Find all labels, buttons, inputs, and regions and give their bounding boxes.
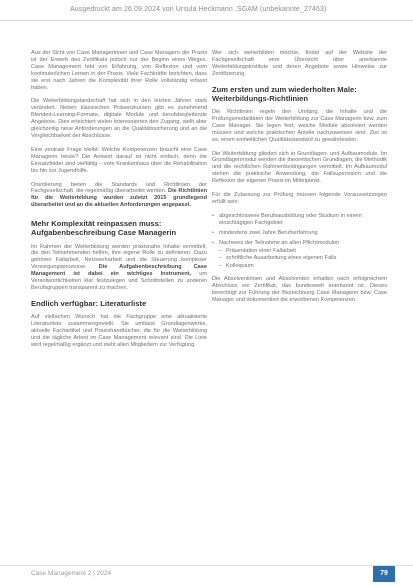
highlighted-text: Die Aufgabenbeschreibung Case Management ist dabei ein wichtiges Instrument, (31, 264, 207, 278)
section-heading: Mehr Komplexität reinpassen muss: Aufgabenbeschreibung Case Managerin (31, 219, 177, 238)
sub-list (219, 248, 387, 271)
list-item: • mindestens zwei Jahre Berufserfahrung (212, 230, 387, 237)
journal-citation: Case Management 2 | 2024 (31, 570, 112, 577)
paragraph: Die Absolventinnen und Absolventen erhalten nach erfolgreichem Abschluss ein Zertifikat, das bundesweit anerkannt ist. Dieses berechtigt zur Führung der Bezeichnung Case Managerin bzw. Case Manager und dokumentiert die erworbenen Kompetenzen. (212, 276, 387, 303)
paragraph-text: um Verantwortlichkeiten klar festzulegen und Schnittstellen zu anderen Berufsgruppen transparent zu machen. (31, 271, 207, 291)
list-item: • abgeschlossene Berufsausbildung oder Studium in einem einschlägigen Fachgebiet (212, 213, 387, 227)
paragraph: Eine zentrale Frage bleibt: Welche Kompetenzen braucht eine Case Managerin heute? Die Antwort darauf ist nicht einfach, denn die Einsatzfelder sind vielfältig – vom Krankenhaus über die Rehabilitation bis hin zur Jugendhilfe. (31, 146, 207, 174)
sub-list-item: – Kolloquium (219, 263, 387, 270)
paragraph: Die Richtlinien regeln den Umfang, die Inhalte und die Prüfungsmodalitäten der Weiterbildung zur Case Managerin bzw. zum Case Manager. Sie legen fest, welche Module absolviert werden müssen und welche praktischen Anteile nachzuweisen sind. Ziel ist es, einen einheitlichen Qualitätsstandard zu gewährleisten. (212, 109, 387, 143)
section-heading: Zum ersten und zum wiederholten Male: Weiterbildungs-Richtlinien (212, 84, 357, 103)
list-item-text: Nachweis der Teilnahme an allen Pflichtmodulen (219, 239, 340, 246)
paragraph-text: Im Rahmen der Weiterbildung werden praxisnahe Inhalte vermittelt, die den Teilnehmenden helfen, ihre eigene Rolle zu definieren. Dazu gehören Fallarbeit, Netzwerkarbeit und die Steuerung komplexer Versorgungsprozesse. (31, 243, 207, 271)
requirements-list (212, 213, 387, 270)
sub-list-item: – schriftliche Ausarbeitung eines eigenen Falls (219, 255, 387, 262)
print-stamp: Ausgedruckt am 26.09.2024 von Ursula Heckmann ,SGAM (unbekannte_27463) (70, 6, 327, 13)
right-column (212, 50, 387, 311)
section-heading: Endlich verfügbar: Literaturliste (31, 298, 147, 308)
page-number: 79 (373, 566, 395, 582)
paragraph: Die Weiterbildungslandschaft hat sich in den letzten Jahren stark verändert. Neben klassischen Präsenzkursen gibt es zunehmend Blended-Learning-Formate, digitale Module und berufsbegleitende Angebote. Dies erleichtert vielen Interessierten den Zugang, stellt aber gleichzeitig neue Anforderungen an die Qualitätssicherung und an die Vergleichbarkeit der Abschlüsse. (31, 98, 207, 139)
paragraph: Wer sich weiterbilden möchte, findet auf der Website der Fachgesellschaft eine Übersicht über anerkannte Weiterbildungsinstitute und deren Angebote sowie Hinweise zur Zertifizierung. (212, 50, 387, 77)
paragraph (31, 244, 207, 292)
paragraph: Aus der Sicht von Case Managerinnen und Case Managern der Praxis ist der Erwerb des Zertifikats jedoch nur der Beginn eines Weges. Case Management lebt von Erfahrung, von Reflexion und vom kontinuierlichen Lernen in der Praxis. Viele Fachkräfte berichten, dass sie erst nach Jahren die Komplexität ihrer Rolle vollständig erfasst haben. (31, 50, 207, 91)
paragraph: Die Weiterbildung gliedert sich in Grundlagen- und Aufbaumodule. Im Grundlagenmodul werden die theoretischen Grundlagen, die Methodik und die rechtlichen Rahmenbedingungen vermittelt. Im Aufbaumodul stehen die praktische Anwendung, die Fallsupervision und die Reflexion der eigenen Praxis im Mittelpunkt. (212, 150, 387, 185)
left-column (31, 50, 207, 356)
list-item (212, 240, 387, 271)
page-footer (0, 565, 413, 586)
paragraph: Auf vielfachen Wunsch hat die Fachgruppe eine aktualisierte Literaturliste zusammengestellt. Sie umfasst Grundlagenwerke, aktuelle Fachartikel und Praxishandbücher, die für die Weiterbildung und die tägliche Arbeit im Case Management relevant sind. Die Liste wird regelmäßig ergänzt und steht allen Mitgliedern zur Verfügung. (31, 314, 207, 348)
page-header (0, 0, 413, 21)
highlighted-text: Die Richtlinien für die Weiterbildung wurden zuletzt 2015 grundlegend überarbeitet und an die aktuellen Anforderungen angepasst. (31, 188, 208, 209)
paragraph: Für die Zulassung zur Prüfung müssen folgende Voraussetzungen erfüllt sein: (212, 192, 387, 205)
paragraph-text: Orientierung bieten die Standards und Richtlinien der Fachgesellschaft, die regelmäßig überarbeitet werden. (31, 181, 207, 195)
sub-list-item: – Präsentation einer Fallarbeit (219, 248, 387, 255)
paragraph (31, 182, 207, 210)
